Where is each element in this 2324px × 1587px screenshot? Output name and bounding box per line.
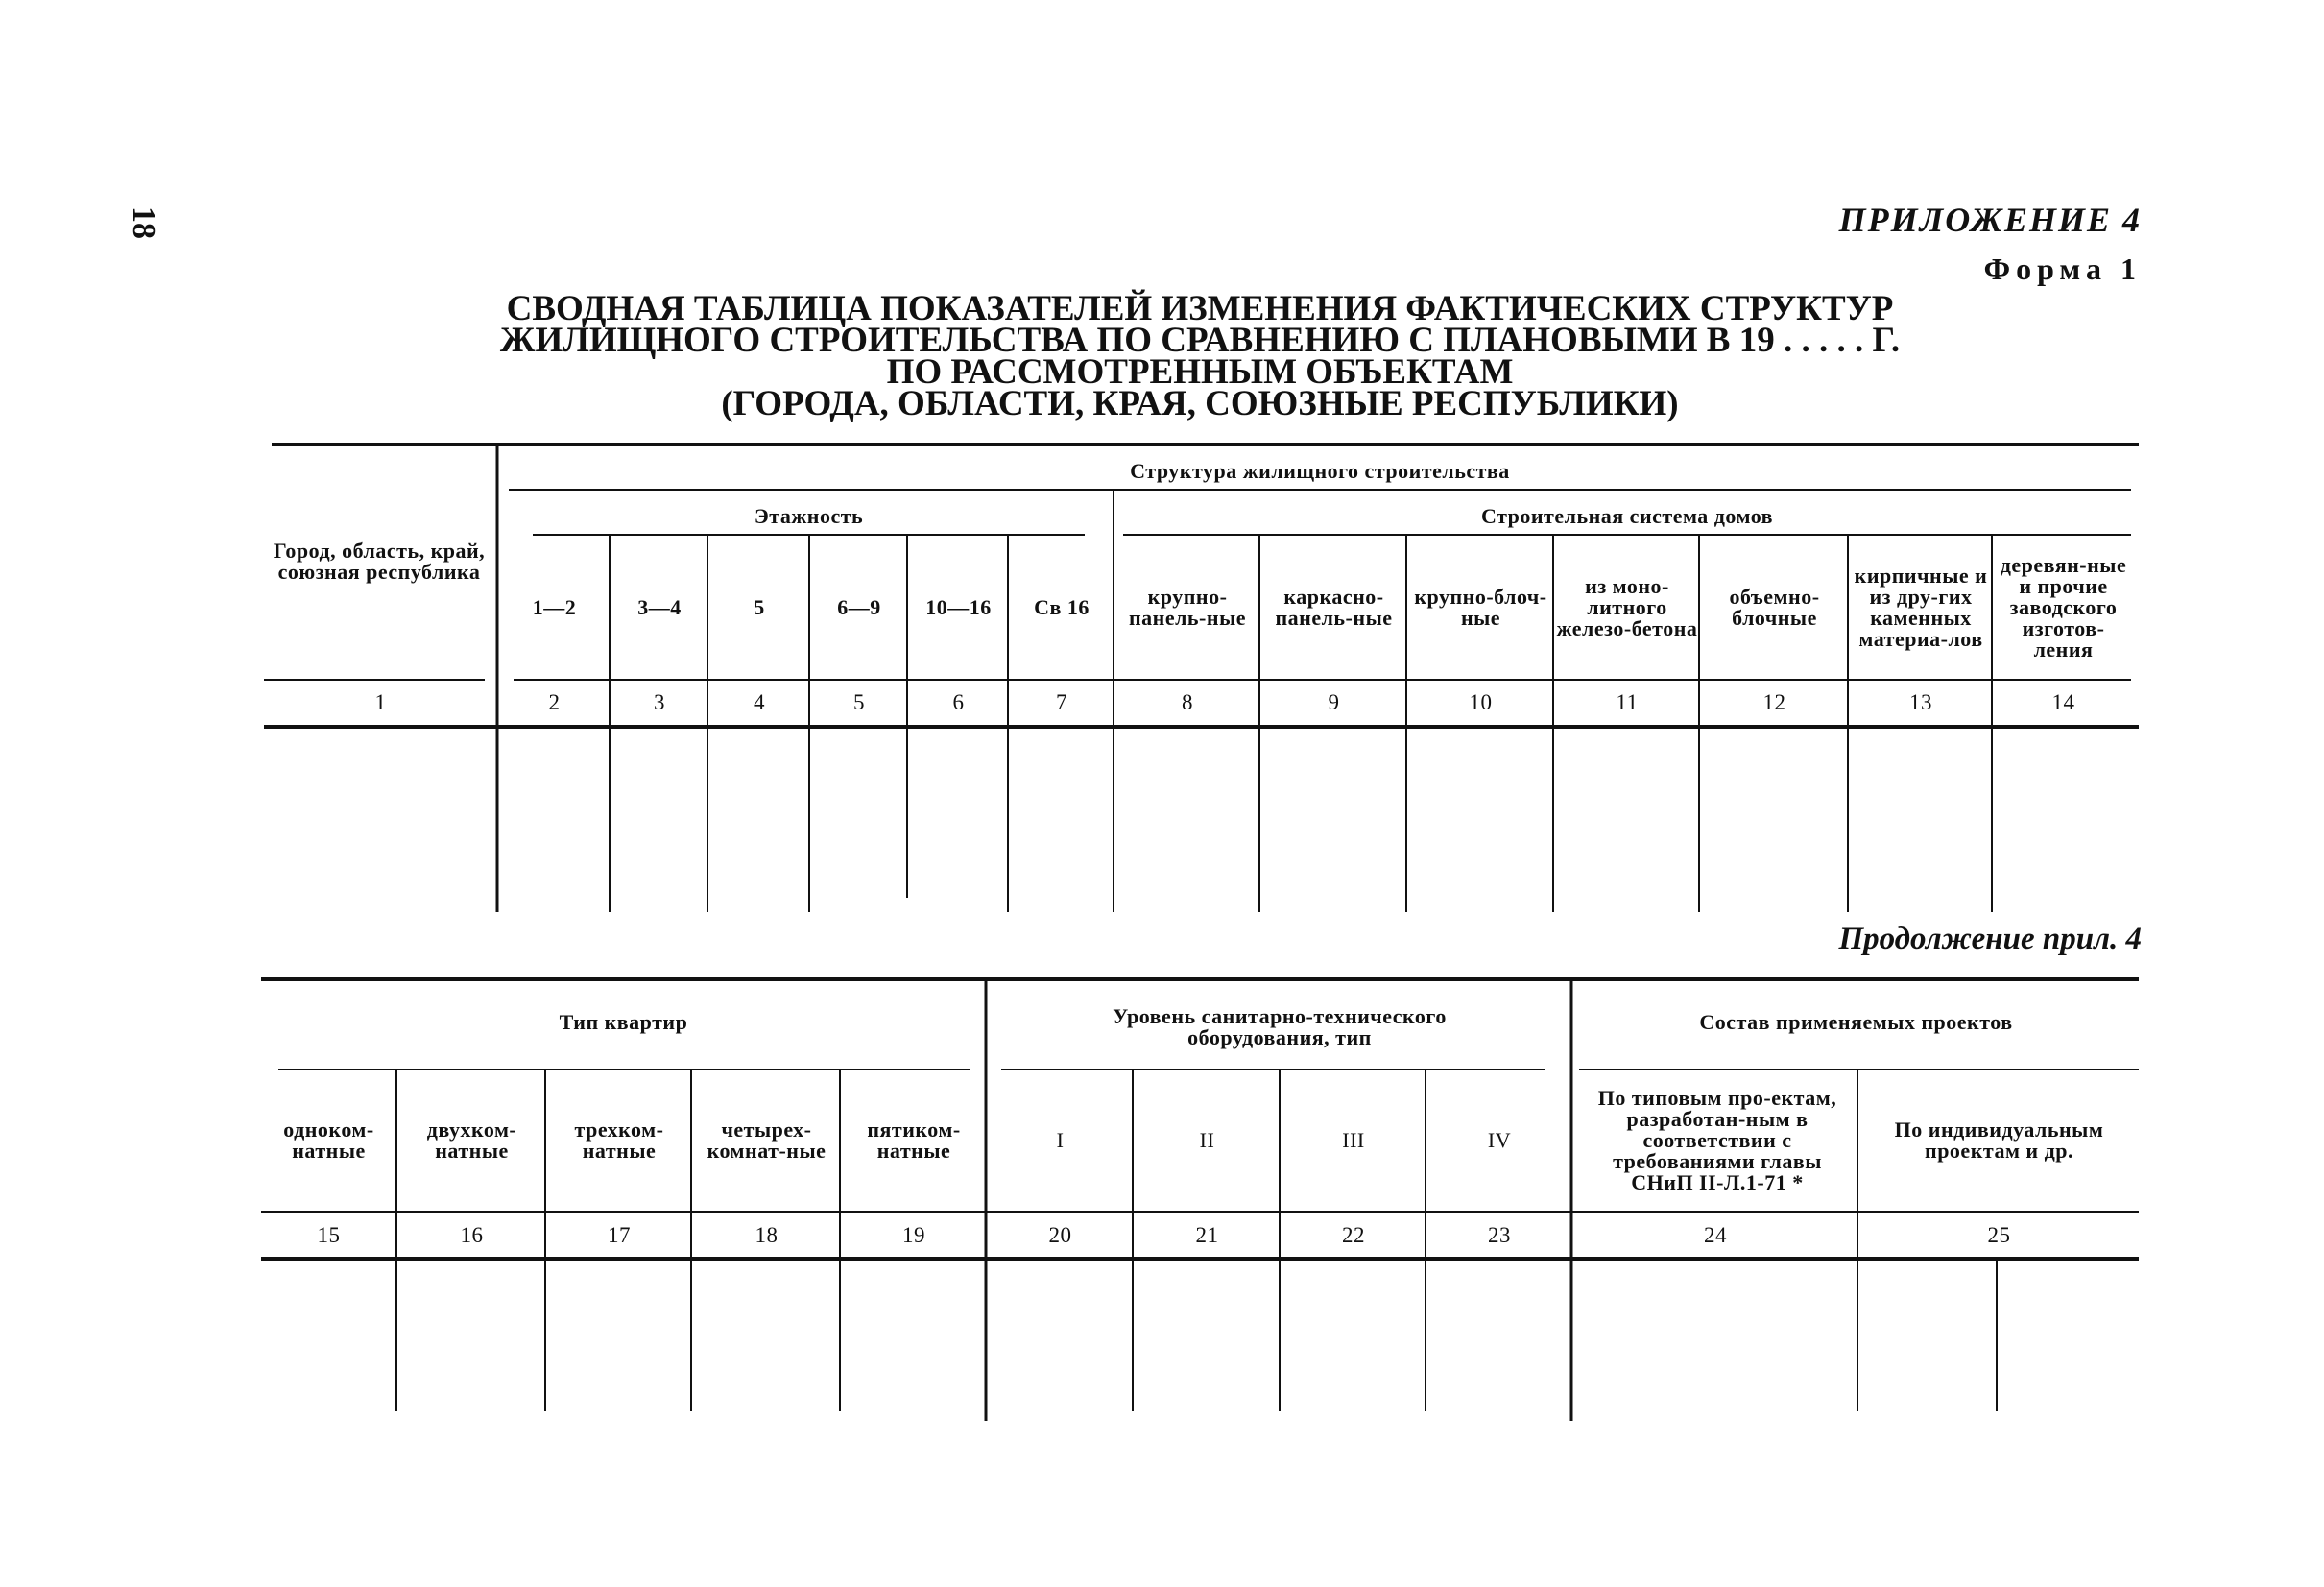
col-number: 3 [654,690,665,714]
floors-col-2: 3—4 [637,594,682,619]
apartment-col-3: трехком-натные [574,1118,664,1163]
col-number: 23 [1488,1223,1511,1247]
apartment-col-5: пятиком-натные [867,1118,961,1163]
col-number: 13 [1909,690,1932,714]
projects-header: Состав применяемых проектов [1699,1010,2013,1034]
sanitary-col-4: IV [1487,1128,1512,1152]
col-number: 10 [1469,690,1493,714]
floors-col-3: 5 [754,594,765,619]
col-number: 17 [608,1223,631,1247]
sanitary-col-2: II [1199,1128,1215,1152]
form-label: Форма 1 [1983,252,2142,286]
title-line-2: ЖИЛИЩНОГО СТРОИТЕЛЬСТВА ПО СРАВНЕНИЮ С ПЛАНОВЫМИ В 19 . . . . . Г. [499,321,1901,360]
floors-col-5: 10—16 [925,594,992,619]
sanitary-col-1: I [1056,1128,1065,1152]
col-number: 19 [902,1223,925,1247]
region-header: Город, область, край, союзная республика [273,539,486,584]
col-number: 22 [1342,1223,1365,1247]
apartment-col-1: одноком-натные [283,1118,374,1163]
projects-col-typical: По типовым про-ектам, разработан-ным в соответствии с требованиями главы СНиП II-Л.1-71 * [1597,1086,1837,1194]
col-number: 20 [1048,1223,1072,1247]
appendix-label: ПРИЛОЖЕНИЕ 4 [1838,201,2142,239]
system-col-5: объемно-блочные [1729,584,1820,630]
sanitary-header: Уровень санитарно-технического оборудования, тип [1113,1004,1447,1049]
col-number: 5 [853,690,865,714]
col-number: 2 [548,690,561,714]
col-number: 1 [374,690,387,714]
col-number: 25 [1987,1223,2011,1247]
system-col-1: крупно-панель-ные [1128,584,1247,630]
projects-col-individual: По индивидуальным проектам и др. [1894,1118,2104,1163]
floors-header: Этажность [754,504,864,528]
continuation-label: Продолжение прил. 4 [1838,922,2142,956]
system-col-3: крупно-блоч-ные [1414,584,1547,630]
col-number: 18 [755,1223,779,1247]
col-number: 14 [2051,690,2075,714]
col-number: 24 [1704,1223,1727,1247]
title-line-4: (ГОРОДА, ОБЛАСТИ, КРАЯ, СОЮЗНЫЕ РЕСПУБЛИКИ) [721,384,1679,423]
page-number: 18 [126,206,161,239]
col-number: 8 [1182,690,1193,714]
floors-col-1: 1—2 [532,594,577,619]
col-number: 21 [1195,1223,1219,1247]
system-col-7: деревян-ные и прочие заводского изготов-ления [2000,552,2127,661]
structure-header: Структура жилищного строительства [1130,459,1510,483]
col-number: 15 [317,1223,341,1247]
col-number: 4 [754,690,765,714]
col-number: 12 [1762,690,1786,714]
apartment-header: Тип квартир [559,1010,688,1034]
apartment-col-2: двухком-натные [426,1118,517,1163]
col-number: 11 [1616,690,1639,714]
system-col-6: кирпичные и из дру-гих каменных материа-лов [1854,563,1988,651]
apartment-col-4: четырех-комнат-ные [707,1118,827,1163]
system-col-4: из моно-литного железо-бетона [1556,573,1698,640]
floors-col-6: Св 16 [1034,594,1090,619]
sanitary-col-3: III [1342,1128,1365,1152]
title-line-1: СВОДНАЯ ТАБЛИЦА ПОКАЗАТЕЛЕЙ ИЗМЕНЕНИЯ ФАКТИЧЕСКИХ СТРУКТУР [506,289,1894,328]
col-number: 6 [952,690,965,714]
col-number: 9 [1328,690,1340,714]
floors-col-4: 6—9 [837,594,881,619]
col-number: 7 [1056,690,1067,714]
system-header: Строительная система домов [1480,504,1774,528]
system-col-2: каркасно-панель-ные [1275,584,1393,630]
col-number: 16 [460,1223,484,1247]
title-line-3: ПО РАССМОТРЕННЫМ ОБЪЕКТАМ [886,352,1514,392]
